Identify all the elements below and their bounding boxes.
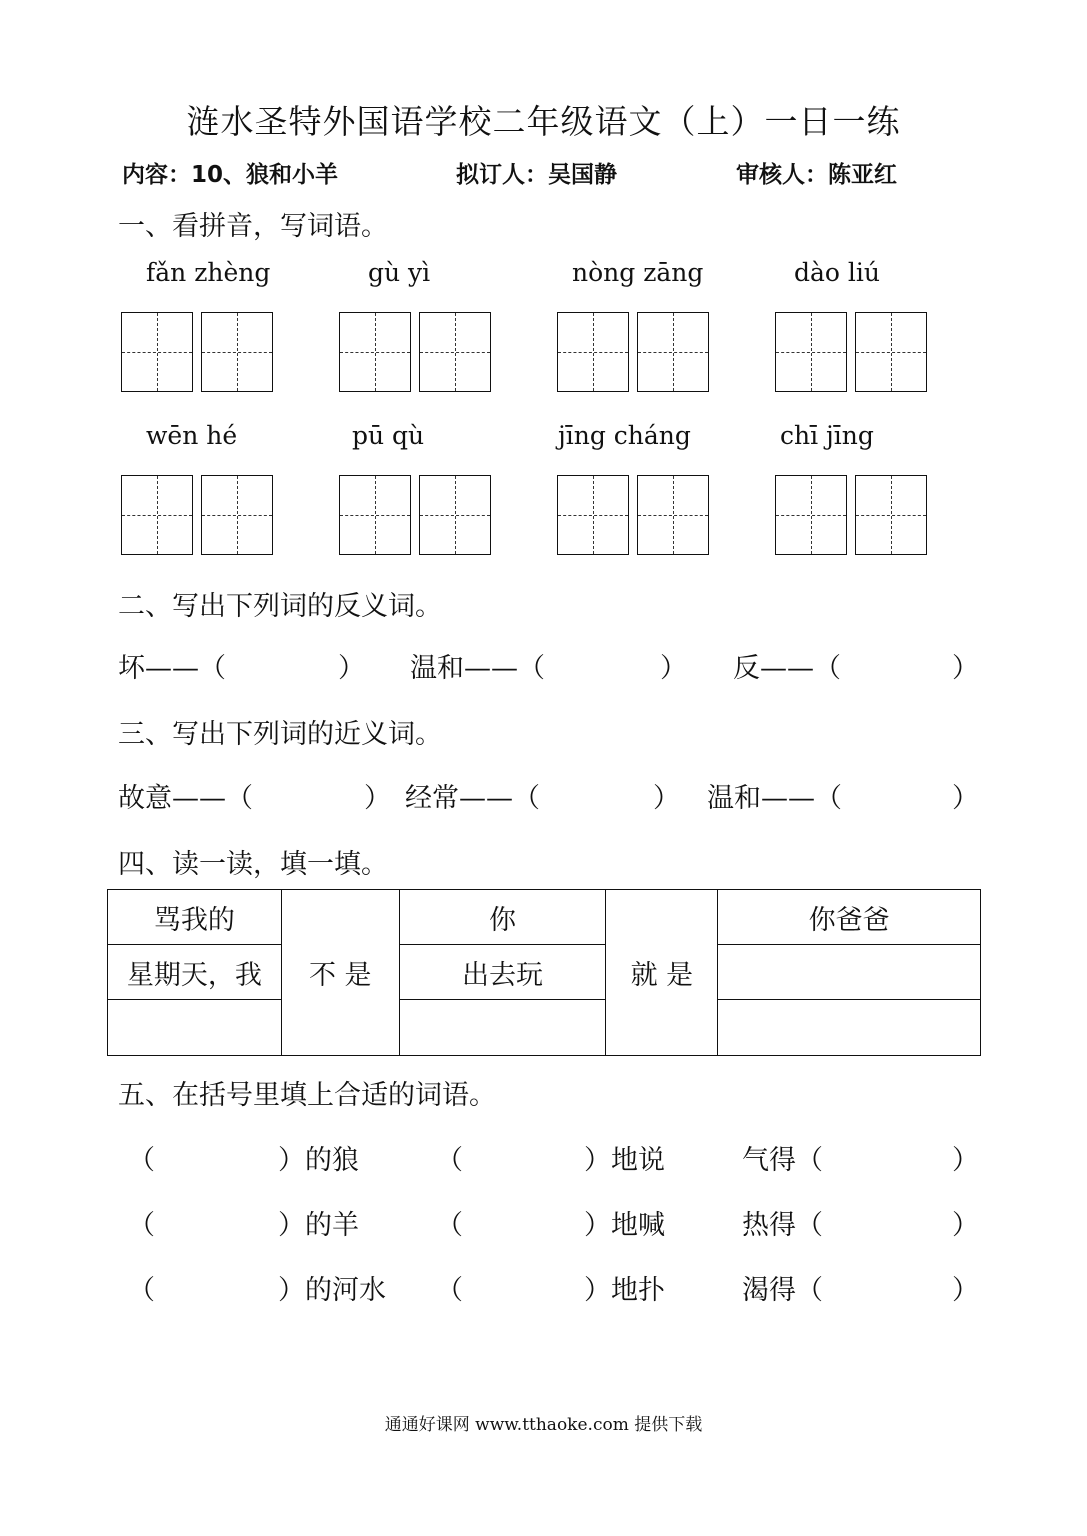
pinyin: pū qù [352,421,425,450]
drafter-label: 拟订人：吴国静 [456,162,617,188]
bracket-open: （ [128,1275,155,1306]
reviewer-label: 审核人：陈亚红 [736,162,897,188]
bracket-close: ） [952,783,979,814]
synonym-prompt: 故意——（ [118,783,253,814]
synonym-prompt: 经常——（ [405,783,540,814]
bracket-close: ） [952,1275,979,1306]
table-cell: 出去玩 [399,945,606,1000]
table-cell: 你爸爸 [718,890,981,945]
footer-text: 通通好课网 www.tthaoke.com 提供下载 [384,1415,703,1435]
fill-suffix: ）地喊 [584,1210,665,1241]
fill-suffix: ）的狼 [278,1145,359,1176]
section1-heading: 一、看拼音，写词语。 [118,211,388,242]
fill-prefix: 气得（ [742,1145,823,1176]
writing-grid-box[interactable] [201,475,273,555]
pinyin: nòng zāng [572,258,704,287]
bracket-close: ） [952,1145,979,1176]
section4-heading: 四、读一读，填一填。 [118,849,388,880]
fill-prefix: 渴得（ [742,1275,823,1306]
pinyin: dào liú [794,258,880,287]
writing-grid-box[interactable] [557,312,629,392]
pinyin: wēn hé [146,421,238,450]
table-cell: 星期天，我 [108,945,282,1000]
antonym-prompt: 坏——（ [118,653,226,684]
bracket-open: （ [436,1275,463,1306]
writing-grid-box[interactable] [855,475,927,555]
bracket-close: ） [952,1210,979,1241]
table-cell: 骂我的 [108,890,282,945]
writing-grid-box[interactable] [557,475,629,555]
blank-cell[interactable] [399,1000,606,1056]
blank-cell[interactable] [718,945,981,1000]
fill-suffix: ）地扑 [584,1275,665,1306]
bracket-close: ） [660,653,687,684]
content-label: 内容：10、狼和小羊 [122,162,339,188]
antonym-prompt: 温和——（ [410,653,545,684]
page-title: 涟水圣特外国语学校二年级语文（上）一日一练 [186,102,901,141]
table-cell: 就 是 [606,890,718,1056]
pinyin: chī jīng [780,421,874,450]
blank-cell[interactable] [108,1000,282,1056]
bracket-open: （ [128,1210,155,1241]
writing-grid-box[interactable] [775,475,847,555]
writing-grid-box[interactable] [121,312,193,392]
table-cell: 你 [399,890,606,945]
writing-grid-box[interactable] [419,475,491,555]
section5-heading: 五、在括号里填上合适的词语。 [118,1080,496,1111]
bracket-close: ） [952,653,979,684]
bracket-open: （ [436,1210,463,1241]
blank-cell[interactable] [718,1000,981,1056]
section3-heading: 三、写出下列词的近义词。 [118,719,442,750]
bracket-close: ） [364,783,391,814]
writing-grid-box[interactable] [339,312,411,392]
writing-grid-box[interactable] [339,475,411,555]
synonym-prompt: 温和——（ [707,783,842,814]
pinyin: fǎn zhèng [146,258,271,287]
writing-grid-box[interactable] [637,312,709,392]
fill-suffix: ）地说 [584,1145,665,1176]
writing-grid-box[interactable] [775,312,847,392]
fill-suffix: ）的河水 [278,1275,386,1306]
writing-grid-box[interactable] [201,312,273,392]
reading-table [107,889,981,1056]
writing-grid-box[interactable] [855,312,927,392]
writing-grid-box[interactable] [419,312,491,392]
bracket-close: ） [653,783,680,814]
bracket-open: （ [436,1145,463,1176]
fill-prefix: 热得（ [742,1210,823,1241]
fill-suffix: ）的羊 [278,1210,359,1241]
antonym-prompt: 反——（ [733,653,841,684]
writing-grid-box[interactable] [121,475,193,555]
bracket-close: ） [338,653,365,684]
section2-heading: 二、写出下列词的反义词。 [118,591,442,622]
pinyin: gù yì [368,258,431,287]
table-cell: 不 是 [281,890,399,1056]
pinyin: jīng cháng [558,421,691,450]
writing-grid-box[interactable] [637,475,709,555]
bracket-open: （ [128,1145,155,1176]
